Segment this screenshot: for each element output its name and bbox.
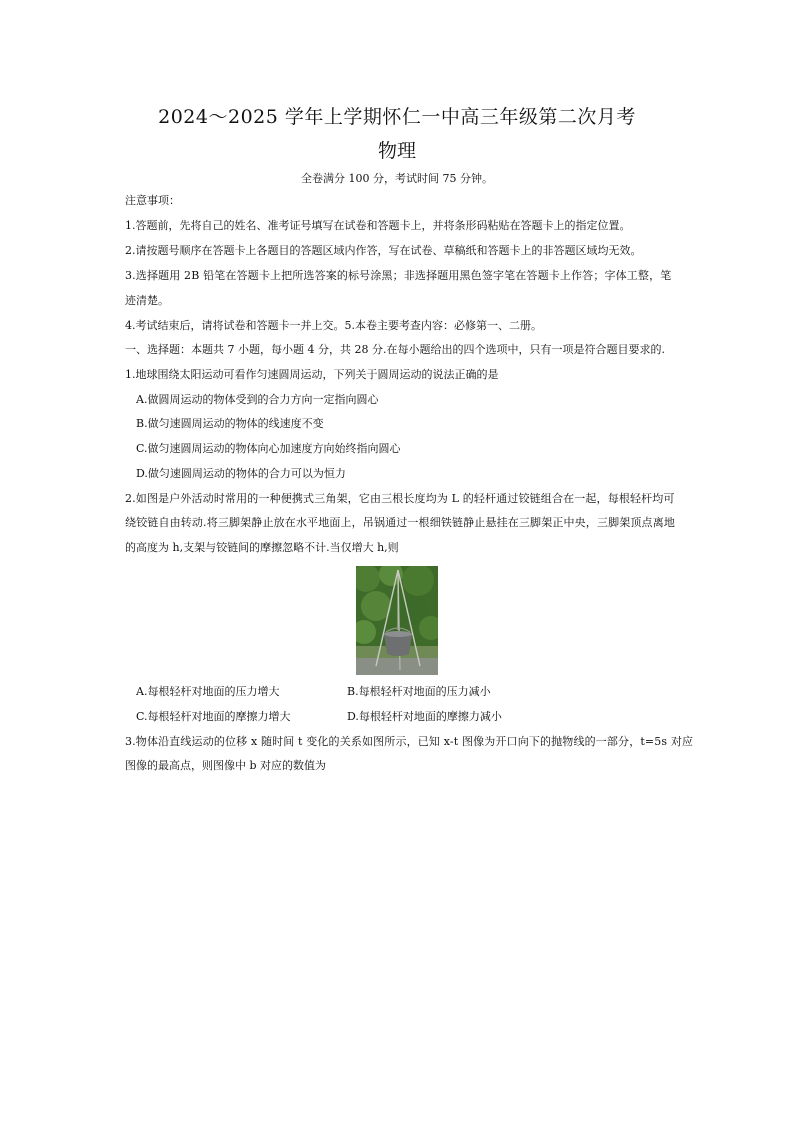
question-3-stem-line: 图像的最高点，则图像中 b 对应的数值为 [125, 759, 327, 772]
tripod-pot-photo [356, 566, 438, 675]
question-1-option-c: C.做匀速圆周运动的物体向心加速度方向始终指向圆心 [136, 442, 401, 455]
exam-meta: 全卷满分 100 分，考试时间 75 分钟。 [301, 172, 493, 185]
question-1-option-a: A.做圆周运动的物体受到的合力方向一定指向圆心 [136, 393, 379, 406]
note-item: 1.答题前，先将自己的姓名、准考证号填写在试卷和答题卡上，并将条形码粘贴在答题卡上的指定位置。 [125, 219, 631, 232]
note-item: 2.请按题号顺序在答题卡上各题目的答题区域内作答，写在试卷、草稿纸和答题卡上的非答题区域均无效。 [125, 244, 642, 257]
question-1-option-b: B.做匀速圆周运动的物体的线速度不变 [136, 417, 324, 430]
question-2-option-b: B.每根轻杆对地面的压力减小 [347, 685, 491, 698]
question-2-option-c: C.每根轻杆对地面的摩擦力增大 [136, 710, 291, 723]
exam-title: 2024～2025 学年上学期怀仁一中高三年级第二次月考 [158, 106, 636, 128]
note-item: 3.选择题用 2B 铅笔在答题卡上把所选答案的标号涂黑；非选择题用黑色签字笔在答题卡上作答；字体工整，笔 [125, 269, 672, 282]
question-2-stem-line: 2.如图是户外活动时常用的一种便携式三角架，它由三根长度均为 L 的轻杆通过铰链组合在一起，每根轻杆均可 [125, 492, 675, 505]
question-2-stem-line: 的高度为 h,支架与铰链间的摩擦忽略不计.当仅增大 h,则 [125, 541, 399, 554]
question-2-stem-line: 绕铰链自由转动.将三脚架静止放在水平地面上，吊锅通过一根细铁链静止悬挂在三脚架正中央，三脚架顶点离地 [125, 516, 675, 529]
tripod-pot-illustration [356, 566, 438, 675]
question-2-option-d: D.每根轻杆对地面的摩擦力减小 [347, 710, 502, 723]
notes-heading: 注意事项： [125, 194, 180, 207]
section-heading: 一、选择题：本题共 7 小题，每小题 4 分，共 28 分.在每小题给出的四个选项中，只有一项是符合题目要求的. [125, 343, 665, 356]
note-item: 迹清楚。 [125, 294, 169, 307]
note-item: 4.考试结束后，请将试卷和答题卡一并上交。5.本卷主要考查内容：必修第一、二册。 [125, 319, 542, 332]
question-3-stem-line: 3.物体沿直线运动的位移 x 随时间 t 变化的关系如图所示，已知 x-t 图像为开口向下的抛物线的一部分，t=5s 对应 [125, 735, 694, 748]
question-1-stem: 1.地球围绕太阳运动可看作匀速圆周运动，下列关于圆周运动的说法正确的是 [125, 368, 499, 381]
question-1-option-d: D.做匀速圆周运动的物体的合力可以为恒力 [136, 467, 346, 480]
question-2-option-a: A.每根轻杆对地面的压力增大 [136, 685, 280, 698]
subject-title: 物理 [377, 140, 416, 162]
